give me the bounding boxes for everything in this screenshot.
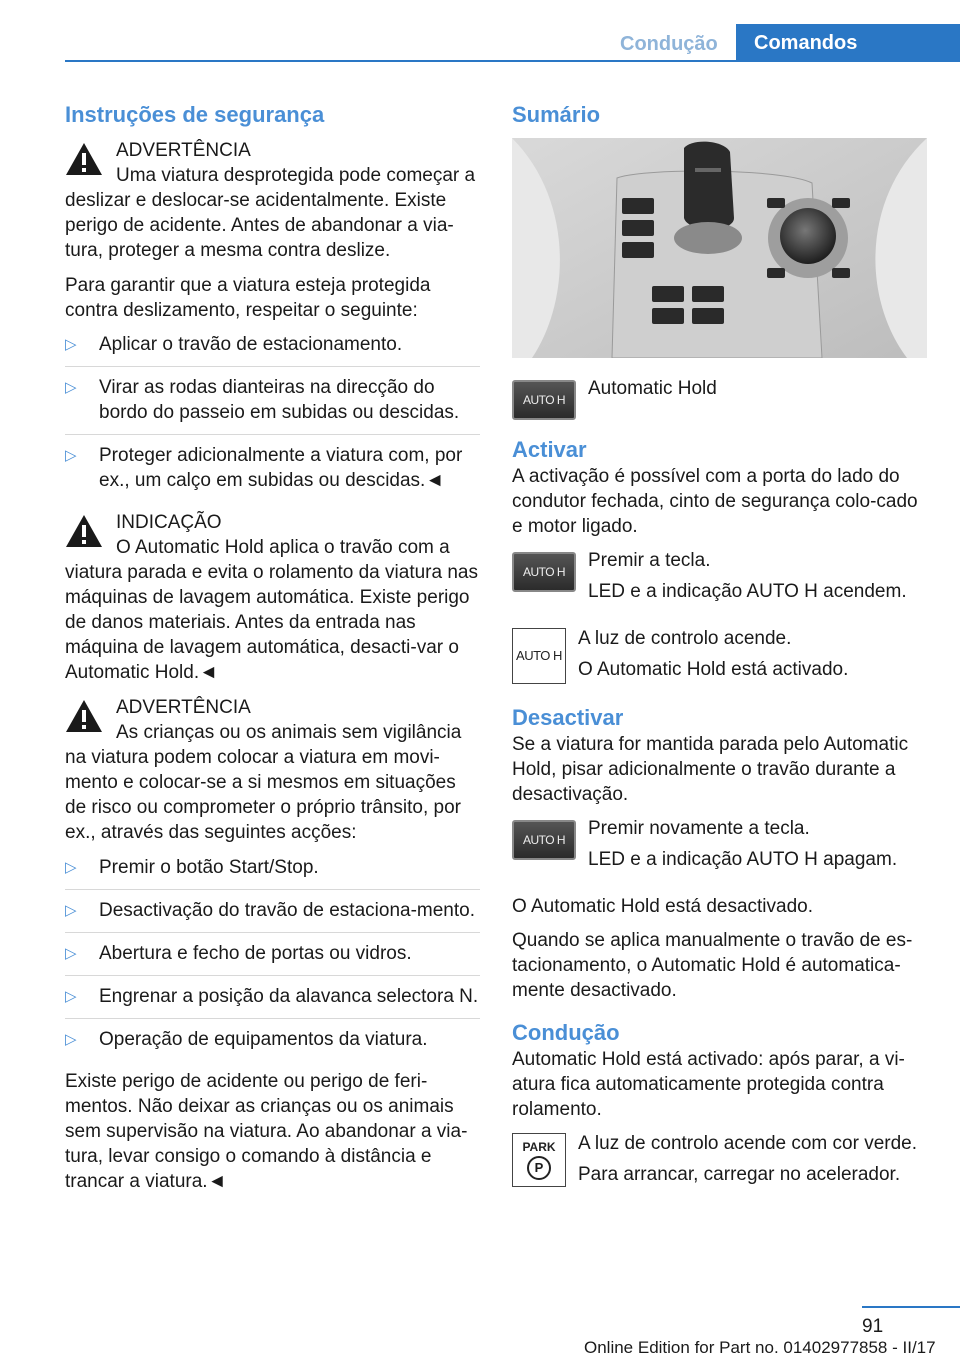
list-item: ▷ Abertura e fecho de portas ou vidros. — [65, 941, 480, 976]
warning-title: ADVERTÊNCIA — [116, 697, 251, 718]
triangle-bullet-icon: ▷ — [65, 945, 77, 962]
warning-triangle-icon — [65, 142, 103, 176]
step-text: Premir a tecla. — [588, 550, 711, 571]
list-item: ▷ Desactivação do travão de estaciona-mento. — [65, 898, 480, 933]
activate-heading: Activar — [512, 437, 587, 462]
bullet-list-1 — [65, 332, 480, 502]
list-item: ▷ Proteger adicionalmente a viatura com, por ex., um calço em subidas ou descidas.◄ — [65, 445, 463, 491]
safety-heading: Instruções de segurança — [65, 102, 325, 127]
paragraph: A activação é possível com a porta do lado do condutor fechada, cinto de segurança colo-cado e motor ligado. — [512, 466, 918, 537]
step-text: A luz de controlo acende com cor verde. — [578, 1133, 918, 1154]
warning-text: Uma viatura desprotegida pode começar a deslizar e deslocar-se acidentalmente. Existe perigo de acidente. Antes de abandonar a via-tura, proteger a mesma contra deslize. — [65, 165, 476, 261]
note-block — [65, 510, 480, 685]
step-text: Para arrancar, carregar no acelerador. — [578, 1164, 901, 1185]
page-number: 91 — [862, 1316, 884, 1337]
overview-heading: Sumário — [512, 102, 601, 127]
auto-h-button-icon: AUTO H — [512, 552, 576, 592]
warning-block-2 — [65, 695, 480, 845]
overview-caption: Automatic Hold — [588, 378, 717, 399]
paragraph: Quando se aplica manualmente o travão de es-tacionamento, o Automatic Hold é automatica-mente desactivado. — [512, 930, 913, 1001]
triangle-bullet-icon: ▷ — [65, 859, 77, 876]
warning-triangle-icon — [65, 514, 103, 548]
paragraph: Se a viatura for mantida parada pelo Automatic Hold, pisar adicionalmente o travão durante a desactivação. — [512, 734, 909, 805]
activate-light-row — [512, 626, 932, 688]
overview-row — [512, 376, 932, 420]
step-text: Premir novamente a tecla. — [588, 818, 810, 839]
park-brake-indicator-icon: PARK P — [512, 1133, 566, 1187]
triangle-bullet-icon: ▷ — [65, 1031, 77, 1048]
note-title: INDICAÇÃO — [116, 512, 222, 533]
paragraph: Existe perigo de acidente ou perigo de feri-mentos. Não deixar as crianças ou os animais sem supervisão na viatura. Ao abandonar a via-tura, levar consigo o comando à distância e trancar a viatura.◄ — [65, 1071, 468, 1192]
paragraph: Automatic Hold está activado: após parar, a vi-atura fica automaticamente protegida contra rolamento. — [512, 1049, 905, 1120]
step-text: A luz de controlo acende. — [578, 628, 792, 649]
list-item: ▷ Engrenar a posição da alavanca selectora N. — [65, 984, 480, 1019]
note-text: O Automatic Hold aplica o travão com a viatura parada e evita o rolamento da viatura nas máquinas de lavagem automática. Existe perigo de danos materiais. Antes da entrada nas máquina de lavagem automática, desacti-var o Automatic Hold.◄ — [65, 537, 478, 683]
triangle-bullet-icon: ▷ — [65, 379, 77, 396]
edition-note: Online Edition for Part no. 01402977858 - II/17 — [584, 1338, 936, 1357]
list-item: ▷ Aplicar o travão de estacionamento. — [65, 332, 480, 367]
center-console-photo — [512, 138, 927, 358]
header-rule — [65, 60, 960, 62]
list-item: ▷ Premir o botão Start/Stop. — [65, 855, 480, 890]
deactivate-step-row — [512, 816, 932, 878]
activate-step-row — [512, 548, 932, 610]
step-text: LED e a indicação AUTO H acendem. — [588, 581, 907, 602]
driving-heading: Condução — [512, 1020, 620, 1045]
warning-title: ADVERTÊNCIA — [116, 140, 251, 161]
list-item: ▷ Virar as rodas dianteiras na direcção do bordo do passeio em subidas ou descidas. — [65, 375, 480, 435]
triangle-bullet-icon: ▷ — [65, 447, 77, 464]
footer-rule — [862, 1306, 960, 1308]
auto-h-button-icon: AUTO H — [512, 380, 576, 420]
warning-block-1 — [65, 138, 480, 263]
paragraph: O Automatic Hold está desactivado. — [512, 896, 813, 917]
header-chapter-tab: Comandos — [736, 24, 960, 62]
paragraph: Para garantir que a viatura esteja protegida contra deslizamento, respeitar o seguinte: — [65, 275, 431, 321]
step-text: O Automatic Hold está activado. — [578, 659, 849, 680]
left-column — [65, 100, 480, 1203]
right-column — [512, 100, 932, 1209]
auto-h-indicator-icon: AUTO H — [512, 628, 566, 684]
deactivate-heading: Desactivar — [512, 705, 624, 730]
triangle-bullet-icon: ▷ — [65, 902, 77, 919]
step-text: LED e a indicação AUTO H apagam. — [588, 849, 898, 870]
triangle-bullet-icon: ▷ — [65, 988, 77, 1005]
triangle-bullet-icon: ▷ — [65, 336, 77, 353]
warning-text: As crianças ou os animais sem vigilância na viatura podem colocar a viatura em movi-mento e colocar-se a si mesmos em situações de risco ou comprometer o próprio trânsito, por ex., através das seguintes acções: — [65, 722, 462, 843]
auto-h-button-icon: AUTO H — [512, 820, 576, 860]
header-section-tab: Condução — [620, 33, 718, 55]
bullet-list-2 — [65, 855, 480, 1061]
driving-light-row — [512, 1131, 932, 1193]
list-item: ▷ Operação de equipamentos da viatura. — [65, 1029, 428, 1050]
warning-triangle-icon — [65, 699, 103, 733]
